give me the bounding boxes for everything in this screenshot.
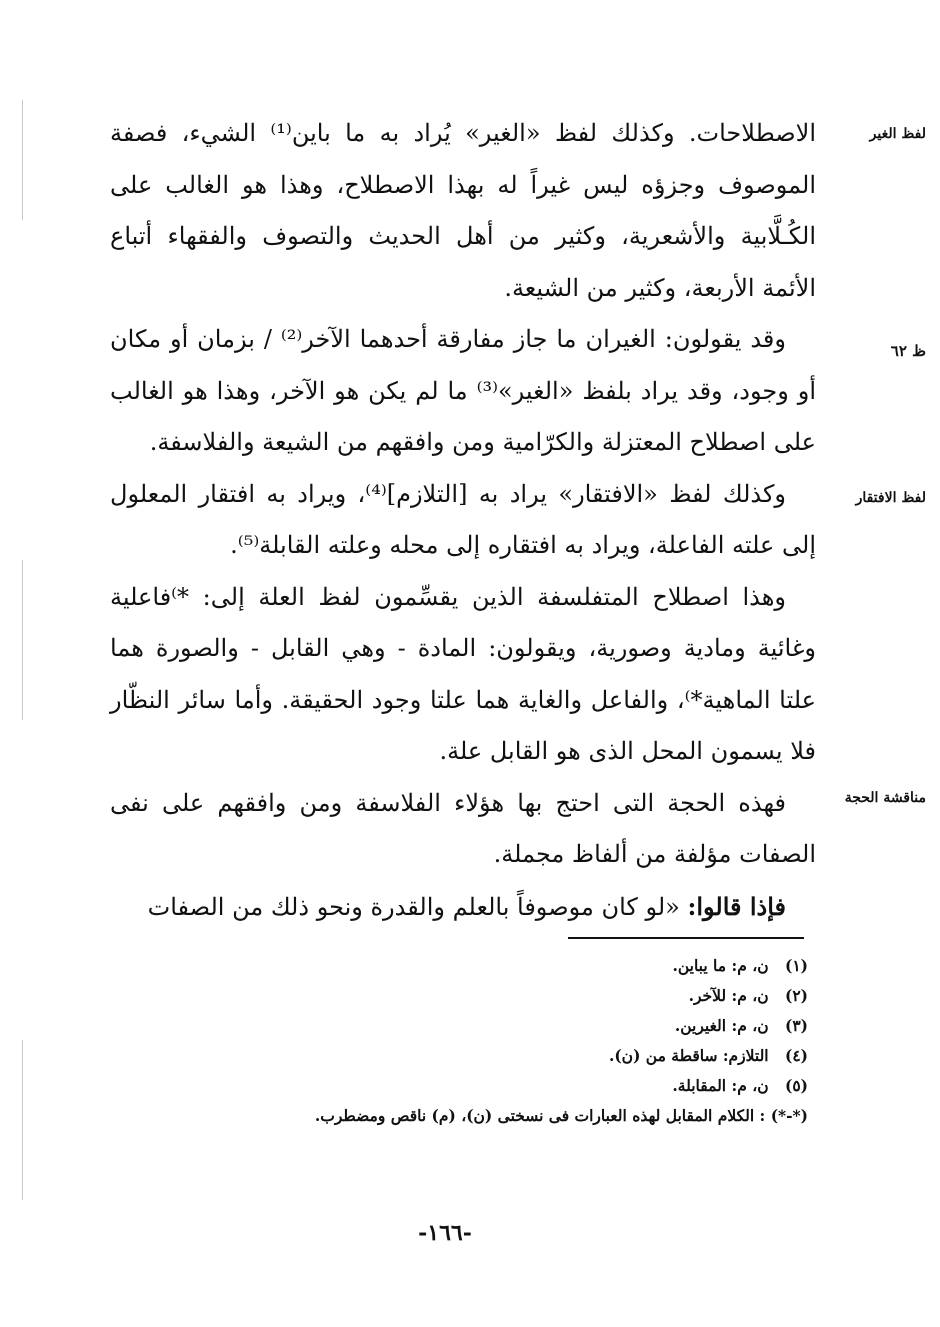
paragraph: وكذلك لفظ «الافتقار» يراد به [التلازم]⁽⁴⁾، ويراد به افتقار المعلول إلى علته الفاعلة، ويراد به افتقاره إلى محله وعلته القابلة⁽⁵⁾.	[110, 479, 816, 559]
margin-note-iftiqar: لفظ الافتقار	[855, 490, 926, 506]
footnotes	[168, 951, 808, 1131]
paragraph-last	[110, 881, 816, 934]
footnote-separator	[568, 937, 804, 939]
footnote-text: : الكلام المقابل لهذه العبارات فى نسختى (ن)، (م) ناقص ومضطرب.	[314, 1106, 766, 1125]
scan-edge-mark	[22, 1040, 23, 1200]
footnote-number: (٥)	[784, 1076, 808, 1095]
footnote	[168, 1101, 808, 1131]
footnote	[168, 1071, 808, 1101]
scan-edge-mark	[22, 560, 23, 720]
footnote-number: (٢)	[784, 986, 808, 1005]
footnote-text: ن، م: للآخر.	[688, 986, 769, 1005]
main-text	[110, 108, 816, 933]
paragraph-lead: فإذا قالوا:	[687, 891, 786, 921]
footnote	[168, 1011, 808, 1041]
paragraph: وقد يقولون: الغيران ما جاز مفارقة أحدهما الآخر⁽²⁾ / بزمان أو مكان أو وجود، وقد يراد بلفظ «الغير»⁽³⁾ ما لم يكن هو الآخر، وهذا هو الغالب على اصطلاح المعتزلة والكرّامية ومن وافقهم من الشيعة والفلاسفة.	[110, 325, 816, 456]
margin-note-page-ref: ظ ٦٢	[890, 342, 926, 360]
footnote-number: (٣)	[784, 1016, 808, 1035]
footnote-number: (١)	[784, 956, 808, 975]
footnote-text: ن، م: الغيرين.	[674, 1016, 769, 1035]
footnote	[168, 981, 808, 1011]
paragraph: فهذه الحجة التى احتج بها هؤلاء الفلاسفة ومن وافقهم على نفى الصفات مؤلفة من ألفاظ مجملة.	[110, 788, 816, 868]
footnote	[168, 951, 808, 981]
paragraph-text: «لو كان موصوفاً بالعلم والقدرة ونحو ذلك من الصفات	[147, 892, 688, 921]
paragraph: الاصطلاحات. وكذلك لفظ «الغير» يُراد به ما باين⁽¹⁾ الشيء، فصفة الموصوف وجزؤه ليس غيراً له بهذا الاصطلاح، وهذا هو الغالب على الكُـلَّابية والأشعرية، وكثير من أهل الحديث والتصوف والفقهاء أتباع الأئمة الأربعة، وكثير من الشيعة.	[110, 119, 817, 302]
footnote	[168, 1041, 808, 1071]
scan-edge-mark	[22, 100, 23, 220]
footnote-number: (٤)	[784, 1046, 808, 1065]
margin-note-ghayr: لفظ الغير	[869, 126, 926, 142]
footnote-text: ن، م: ما يباين.	[672, 956, 769, 975]
footnote-number: (*-*)	[770, 1106, 808, 1125]
footnote-text: التلازم: ساقطة من (ن).	[608, 1046, 769, 1065]
page-number: -١٦٦-	[418, 1220, 472, 1246]
footnote-text: ن، م: المقابلة.	[672, 1076, 769, 1095]
margin-note-munaqasha: مناقشة الحجة	[844, 790, 926, 806]
paragraph: وهذا اصطلاح المتفلسفة الذين يقسِّمون لفظ العلة إلى: *⁾فاعلية وغائية ومادية وصورية، ويقولون: المادة - وهي القابل - والصورة هما علتا الماهية*⁾، والفاعل والغاية هما علتا وجود الحقيقة. وأما سائر النظّار فلا يسمون المحل الذى هو القابل علة.	[110, 582, 816, 765]
